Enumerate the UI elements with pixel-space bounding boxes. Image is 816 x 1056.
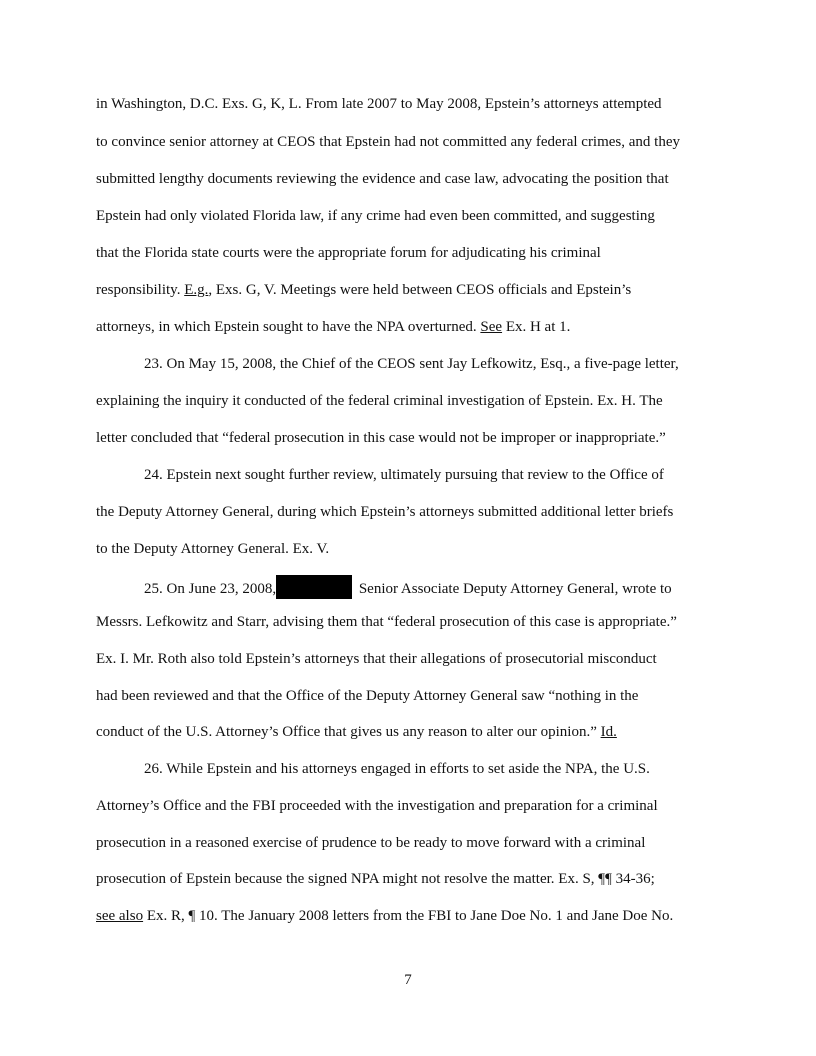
text-line [96, 722, 720, 742]
citation-signal: See [480, 319, 503, 335]
text-run: , Exs. G, V. Meetings were held between CEOS officials and Epstein’s [208, 282, 632, 298]
citation-signal: E.g. [184, 282, 209, 298]
text-run: attorneys, in which Epstein sought to have the NPA overturned. [96, 319, 481, 335]
redaction-box [276, 575, 352, 599]
text-line: Epstein had only violated Florida law, if any crime had even been committed, and suggesting [96, 208, 655, 224]
paragraph-23-start: 23. On May 15, 2008, the Chief of the CEOS sent Jay Lefkowitz, Esq., a five-page letter, [144, 356, 679, 372]
text-line [96, 317, 720, 337]
text-run: Ex. R, ¶ 10. The January 2008 letters from the FBI to Jane Doe No. 1 and Jane Doe No. [143, 908, 674, 924]
text-line: Ex. I. Mr. Roth also told Epstein’s attorneys that their allegations of prosecutorial misconduct [96, 651, 657, 667]
text-line [96, 906, 720, 926]
text-line: letter concluded that “federal prosecution in this case would not be improper or inappropriate.” [96, 430, 666, 446]
text-run: Senior Associate Deputy Attorney General, wrote to [355, 581, 672, 597]
text-line: submitted lengthy documents reviewing the evidence and case law, advocating the position that [96, 171, 669, 187]
page-number: 7 [404, 972, 412, 988]
citation-signal: Id. [600, 724, 617, 740]
text-run: conduct of the U.S. Attorney’s Office that gives us any reason to alter our opinion.” [96, 724, 601, 740]
text-line: prosecution in a reasoned exercise of prudence to be ready to move forward with a criminal [96, 835, 646, 851]
paragraph-26-start: 26. While Epstein and his attorneys engaged in efforts to set aside the NPA, the U.S. [144, 761, 650, 777]
text-line: explaining the inquiry it conducted of the federal criminal investigation of Epstein. Ex. H. The [96, 393, 663, 409]
text-line: Messrs. Lefkowitz and Starr, advising them that “federal prosecution of this case is appropriate.” [96, 614, 677, 630]
text-run: Ex. H at 1. [502, 319, 571, 335]
text-line [96, 280, 720, 300]
text-line: to the Deputy Attorney General. Ex. V. [96, 541, 330, 557]
text-line: the Deputy Attorney General, during which Epstein’s attorneys submitted additional letter briefs [96, 504, 674, 520]
paragraph-25-start [144, 575, 720, 599]
text-run: 25. On June 23, 2008, [144, 581, 277, 597]
text-line: in Washington, D.C. Exs. G, K, L. From late 2007 to May 2008, Epstein’s attorneys attempted [96, 96, 662, 112]
text-line: that the Florida state courts were the appropriate forum for adjudicating his criminal [96, 245, 601, 261]
citation-signal: see also [96, 908, 144, 924]
text-line: prosecution of Epstein because the signed NPA might not resolve the matter. Ex. S, ¶¶ 34-36; [96, 871, 655, 887]
text-line: had been reviewed and that the Office of the Deputy Attorney General saw “nothing in the [96, 688, 639, 704]
text-line: to convince senior attorney at CEOS that Epstein had not committed any federal crimes, and they [96, 134, 680, 150]
text-line: Attorney’s Office and the FBI proceeded with the investigation and preparation for a criminal [96, 798, 658, 814]
paragraph-24-start: 24. Epstein next sought further review, ultimately pursuing that review to the Office of [144, 467, 664, 483]
text-run: responsibility. [96, 282, 185, 298]
